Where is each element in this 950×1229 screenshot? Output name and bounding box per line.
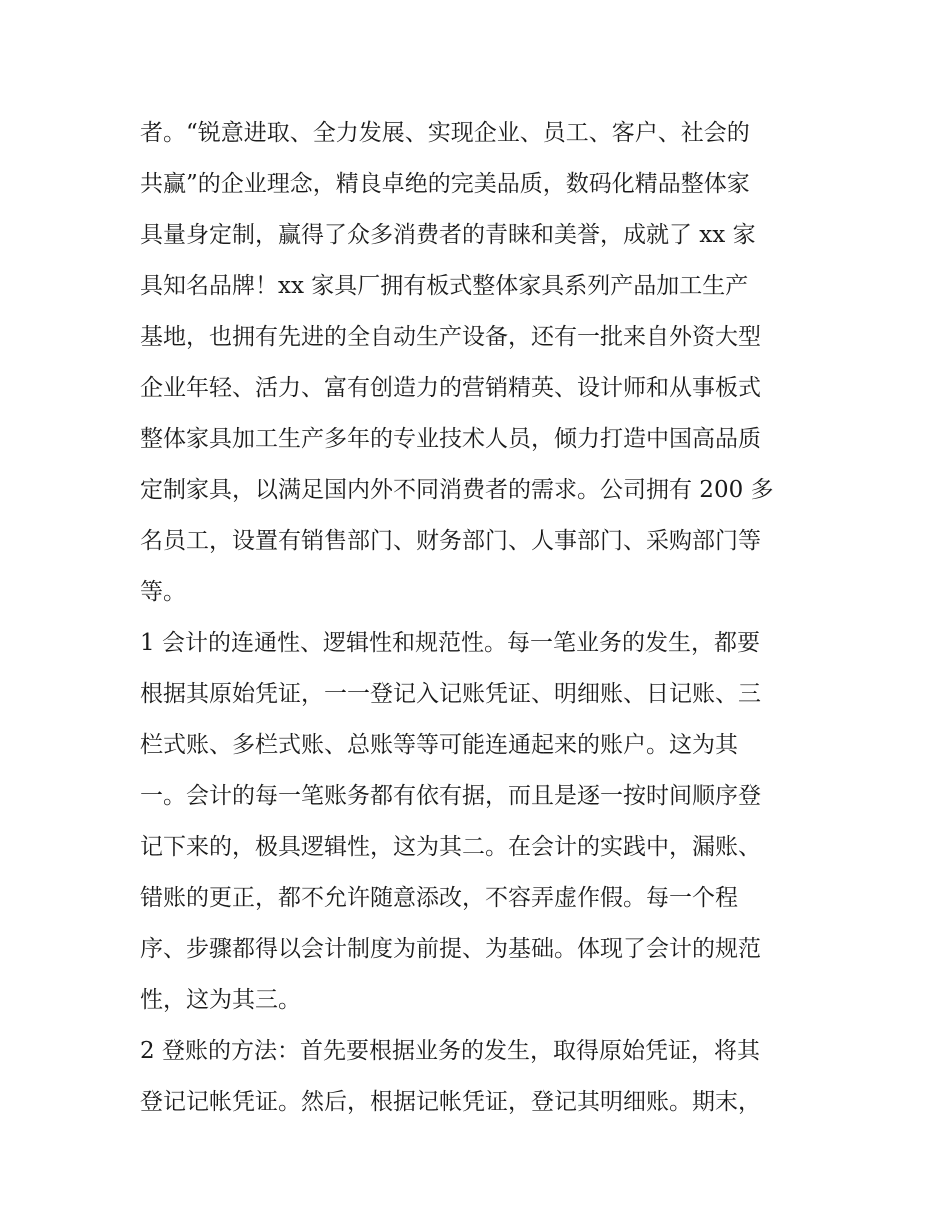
- text-line: 登记记帐凭证。然后，根据记帐凭证，登记其明细账。期末，: [140, 1089, 761, 1115]
- text-line: 名员工，设置有销售部门、财务部门、人事部门、采购部门等: [140, 528, 761, 554]
- text-line: 一。会计的每一笔账务都有依有据，而且是逐一按时间顺序登: [140, 783, 761, 809]
- text-line: 共赢”的企业理念，精良卓绝的完美品质，数码化精品整体家: [140, 171, 750, 197]
- text-line: 者。“锐意进取、全力发展、实现企业、员工、客户、社会的: [140, 120, 750, 146]
- text-line: 根据其原始凭证，一一登记入记账凭证、明细账、日记账、三: [140, 681, 761, 707]
- text-line: 企业年轻、活力、富有创造力的营销精英、设计师和从事板式: [140, 375, 761, 401]
- text-line: 具知名品牌！xx 家具厂拥有板式整体家具系列产品加工生产: [140, 273, 749, 299]
- text-line: 整体家具加工生产多年的专业技术人员，倾力打造中国高品质: [140, 426, 761, 452]
- text-line: 基地，也拥有先进的全自动生产设备，还有一批来自外资大型: [140, 324, 761, 350]
- text-line: 错账的更正，都不允许随意添改，不容弄虚作假。每一个程: [140, 885, 738, 911]
- text-line: 栏式账、多栏式账、总账等等可能连通起来的账户。这为其: [140, 732, 738, 758]
- text-line: 1 会计的连通性、逻辑性和规范性。每一笔业务的发生，都要: [140, 630, 760, 656]
- text-line: 等。: [140, 579, 186, 605]
- text-line: 序、步骤都得以会计制度为前提、为基础。体现了会计的规范: [140, 936, 761, 962]
- body-text: [140, 108, 830, 1128]
- text-line: 记下来的，极具逻辑性，这为其二。在会计的实践中，漏账、: [140, 834, 761, 860]
- text-line: 定制家具，以满足国内外不同消费者的需求。公司拥有 200 多: [140, 477, 774, 503]
- text-line: 2 登账的方法：首先要根据业务的发生，取得原始凭证，将其: [140, 1038, 760, 1064]
- text-line: 具量身定制，赢得了众多消费者的青睐和美誉，成就了 xx 家: [140, 222, 756, 248]
- text-line: 性，这为其三。: [140, 987, 301, 1013]
